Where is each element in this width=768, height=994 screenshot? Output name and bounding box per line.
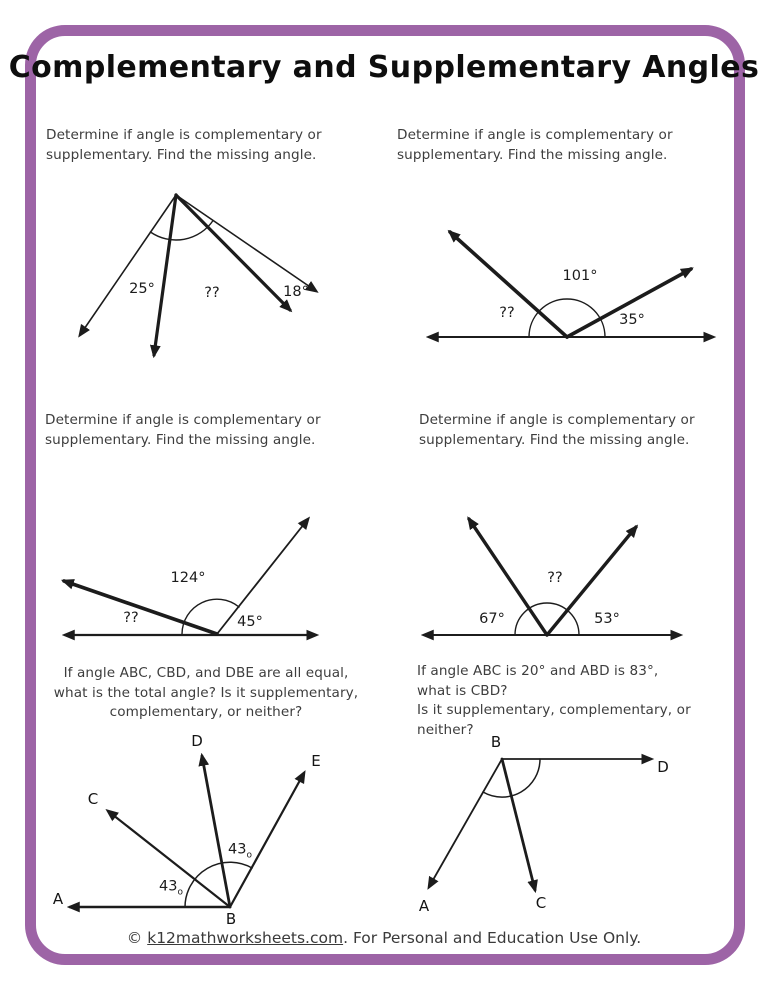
prompt-line: Determine if angle is complementary or — [46, 127, 322, 143]
prompt-line: complementary, or neither? — [109, 704, 303, 720]
ray-BD — [202, 756, 230, 907]
angle-label: 45° — [237, 614, 263, 630]
footer — [0, 929, 768, 947]
angle-label-abc: $43_o$ — [159, 878, 183, 898]
ray-left — [80, 195, 176, 335]
angle-label: 25° — [129, 281, 155, 297]
angle-diagram-1 — [40, 180, 340, 370]
prompt-line: Determine if angle is complementary or — [45, 412, 321, 428]
prompt-line: Determine if angle is complementary or — [397, 127, 673, 143]
prompt-line: Is it supplementary, complementary, or — [417, 702, 691, 718]
angle-label: 124° — [170, 570, 206, 586]
problem-2-diagram — [400, 210, 730, 355]
missing-angle-label: ?? — [499, 305, 515, 321]
problem-1-diagram — [40, 180, 340, 370]
angle-label: 67° — [479, 611, 505, 627]
footer-link[interactable]: k12mathworksheets.com — [147, 929, 344, 947]
point-label-D: D — [657, 758, 669, 776]
problem-2-prompt — [397, 126, 727, 165]
prompt-line: what is the total angle? Is it supplementary, — [53, 684, 359, 701]
ray-up-left — [450, 232, 567, 337]
problem-5-diagram — [40, 730, 340, 927]
angle-label: 101° — [562, 268, 598, 284]
problem-1-prompt — [46, 126, 376, 165]
missing-angle-label: ?? — [547, 570, 563, 586]
prompt-line: supplementary. Find the missing angle. — [419, 431, 690, 448]
angle-diagram-6 — [410, 735, 690, 920]
degree-mark: o — [246, 850, 252, 861]
prompt-line: If angle ABC is 20° and ABD is 83°, — [417, 663, 659, 679]
degree-mark: o — [177, 887, 183, 898]
angle-label: 53° — [594, 611, 620, 627]
problem-4-prompt — [419, 411, 749, 450]
problem-3-diagram — [45, 500, 335, 650]
prompt-line: Determine if angle is complementary or — [419, 412, 695, 428]
angle-label-dbe: $43_o$ — [228, 841, 252, 861]
missing-angle-label: ?? — [123, 610, 139, 626]
ray-down — [154, 195, 176, 355]
point-label-D: D — [191, 732, 203, 750]
ray-BE — [230, 773, 304, 907]
footer-suffix: . For Personal and Education Use Only. — [343, 929, 642, 947]
problem-6-prompt — [417, 662, 727, 740]
angle-label: 18° — [283, 284, 309, 300]
angle-diagram-5 — [40, 730, 340, 927]
missing-angle-label: ?? — [204, 285, 220, 301]
prompt-line: supplementary. Find the missing angle. — [397, 146, 668, 163]
page-title: Complementary and Supplementary Angles — [8, 50, 760, 85]
ray-BA — [429, 759, 502, 887]
point-label-C: C — [87, 790, 99, 808]
angle-arc — [529, 299, 605, 337]
prompt-line: supplementary. Find the missing angle. — [45, 431, 316, 448]
problem-3-prompt — [45, 411, 375, 450]
prompt-line: If angle ABC, CBD, and DBE are all equal, — [63, 665, 349, 681]
point-label-B: B — [490, 733, 502, 751]
point-label-A: A — [52, 890, 64, 908]
point-label-C: C — [535, 894, 547, 912]
ray-right-thick — [176, 195, 290, 310]
prompt-line: neither? — [417, 721, 474, 738]
problem-5-prompt — [38, 664, 374, 723]
problem-6-diagram — [410, 735, 690, 920]
copyright-symbol: © — [126, 929, 148, 947]
problem-4-diagram — [410, 505, 695, 650]
angle-label: 35° — [619, 312, 645, 328]
prompt-line: what is CBD? — [417, 682, 508, 699]
ray-right-thin — [176, 195, 316, 291]
point-label-A: A — [418, 897, 430, 915]
point-label-B: B — [225, 910, 237, 928]
prompt-line: supplementary. Find the missing angle. — [46, 146, 317, 163]
point-label-E: E — [311, 752, 321, 770]
ray-BC — [502, 759, 535, 890]
